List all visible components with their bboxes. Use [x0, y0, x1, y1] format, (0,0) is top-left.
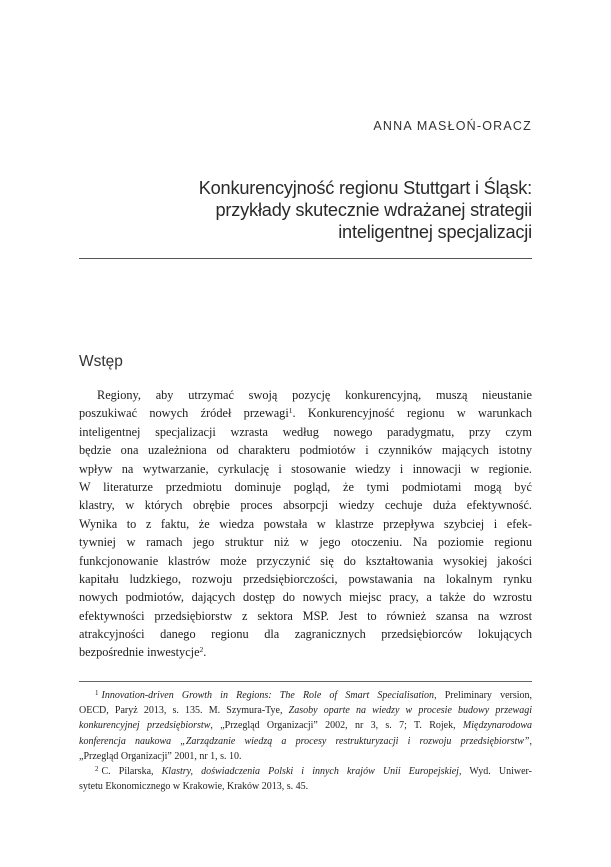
body-line: efektywności przedsiębiorstw z sektora MSP. Jest to również szansa na wzrost: [79, 608, 532, 623]
footnote-text: , Preliminary version,: [434, 690, 533, 701]
body-line: atrakcyjności danego regionu dla zagranicznych przedsiębiorców lokujących: [79, 627, 532, 642]
footnote-1-line: [79, 718, 532, 733]
body-text-fragment: .: [203, 645, 207, 660]
footnote-text: OECD, Paryż 2013, s. 135. M. Szymura-Tye,: [79, 705, 289, 717]
body-line: nowych podmiotów, dających dostęp do nowych miejsc pracy, a także do wzrostu: [79, 590, 532, 605]
footnote-divider: [79, 681, 532, 682]
author-name: ANNA MASŁOŃ-ORACZ: [373, 119, 532, 133]
body-line: [79, 404, 532, 422]
footnote-ref-2[interactable]: 2: [199, 645, 204, 655]
section-heading: Wstęp: [79, 353, 123, 370]
footnote-1: [79, 688, 532, 703]
footnote-ref-1[interactable]: 1: [288, 406, 293, 416]
body-text-fragment: poszukiwać nowych źródeł przewagi: [79, 406, 289, 421]
body-line: [79, 643, 532, 661]
title-line: inteligentnej specjalizacji: [338, 222, 532, 242]
footnote-italic: Zasoby oparte na wiedzy w procesie budowy przewagi: [288, 705, 533, 717]
body-paragraph: [79, 386, 532, 662]
footnote-italic: Międzynarodowa: [462, 720, 532, 732]
body-line: inteligentnej specjalizacji wzrasta według nowego paradygmatu, przy czym: [79, 424, 532, 439]
body-line: tywniej w ramach jego struktur niż w jego otoczeniu. Na poziomie regionu: [79, 535, 532, 550]
footnote-text: , Wyd. Uniwer-: [458, 765, 532, 777]
footnote-italic: Klastry, doświadczenia Polski i innych krajów Unii Europejskiej: [161, 765, 459, 777]
footnote-italic: konferencja naukowa „Zarządzanie wiedzą a procesy restrukturyzacji i rozwoju przedsiębiorstw”: [79, 735, 530, 747]
article-title: [102, 177, 532, 243]
body-line: klastry, w których obrębie proces absorpcji wiedzy cechuje duża efektywność.: [79, 498, 532, 513]
footnote-text: ,: [529, 735, 532, 747]
body-line: wpływ na wytwarzanie, cyrkulację i stosowanie wiedzy i innowacji w regionie.: [79, 461, 532, 476]
footnote-italic: konkurencyjnej przedsiębiorstw: [79, 720, 211, 732]
title-line: Konkurencyjność regionu Stuttgart i Śląsk:: [198, 178, 532, 198]
body-line: W literaturze przedmiotu dominuje pogląd, że tymi podmiotami mogą być: [79, 479, 532, 494]
footnote-2-line: sytetu Ekonomicznego w Krakowie, Kraków 2013, s. 45.: [79, 781, 309, 793]
footnote-number: 1: [95, 689, 99, 697]
footnote-text: , „Przegląd Organizacji” 2002, nr 3, s. 7; T. Rojek,: [210, 720, 463, 732]
title-divider: [79, 258, 532, 259]
title-line: przykłady skutecznie wdrażanej strategii: [215, 200, 532, 220]
footnote-text: C. Pilarska,: [101, 765, 162, 777]
footnote-1-line: [79, 734, 532, 749]
footnote-1-line: „Przegląd Organizacji” 2001, nr 1, s. 10.: [79, 750, 242, 762]
footnote-italic: Innovation-driven Growth in Regions: The Role of Smart Specialisation: [101, 690, 435, 701]
body-line: będzie ona uzależniona od charakteru podmiotów i czynników mających istotny: [79, 443, 532, 458]
body-line: Wynika to z faktu, że wiedza powstała w klastrze przepływa szybciej i efek-: [79, 516, 532, 531]
footnotes: [79, 688, 532, 794]
body-text-fragment: bezpośrednie inwestycje: [79, 645, 200, 660]
body-text-fragment: . Konkurencyjność regionu w warunkach: [292, 406, 532, 421]
body-line: funkcjonowanie klastrów może przyczynić się do kształtowania wysokiej jakości: [79, 553, 532, 568]
footnote-number: 2: [95, 764, 99, 773]
footnote-2: [79, 764, 532, 779]
body-line: kapitału ludzkiego, rozwoju przedsiębiorczości, powstawania na lokalnym rynku: [79, 571, 532, 586]
footnote-1-line: [79, 703, 532, 718]
body-line: Regiony, aby utrzymać swoją pozycję konkurencyjną, muszą nieustanie: [97, 388, 532, 402]
